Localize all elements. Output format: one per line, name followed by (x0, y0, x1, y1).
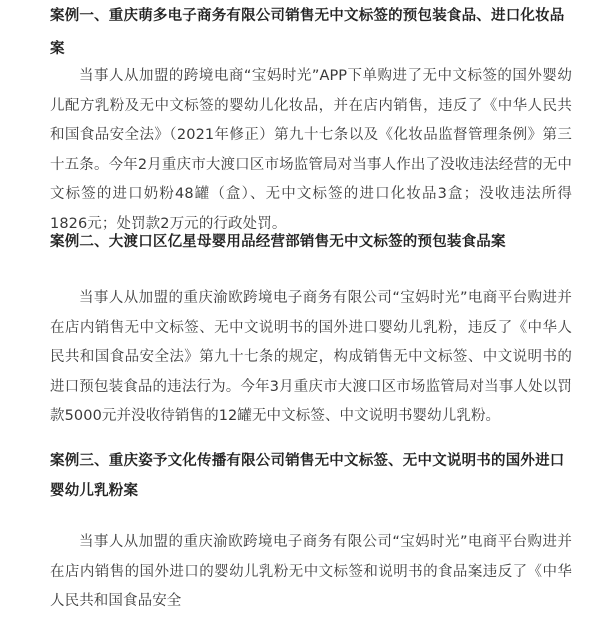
case2-body: 当事人从加盟的重庆渝欧跨境电子商务有限公司“宝妈时光”电商平台购进并在店内销售无中文标签、无中文说明书的国外进口婴幼儿乳粉，违反了《中华人民共和国食品安全法》第九十七条的规定，构成销售无中文标签、中文说明书的进口预包装食品的违法行为。今年3月重庆市大渡口区市场监管局对当事人处以罚款5000元并没收待销售的12罐无中文标签、中文说明书婴幼儿乳粉。 (50, 290, 572, 425)
case1-title: 案例一、重庆萌多电子商务有限公司销售无中文标签的预包装食品、进口化妆品案 (50, 8, 565, 57)
case3-body: 当事人从加盟的重庆渝欧跨境电子商务有限公司“宝妈时光”电商平台购进并在店内销售的国外进口的婴幼儿乳粉无中文标签和说明书的食品案违反了《中华人民共和国食品安全 (50, 534, 572, 610)
case1-body: 当事人从加盟的跨境电商“宝妈时光”APP下单购进了无中文标签的国外婴幼儿配方乳粉及无中文标签的婴幼儿化妆品，并在店内销售，违反了《中华人民共和国食品安全法》（2021年修正）第九十七条以及《化妆品监督管理条例》第三十五条。今年2月重庆市大渡口区市场监管局对当事人作出了没收违法经营的无中文标签的进口奶粉48罐（盒）、无中文标签的进口化妆品3盒；没收违法所得1826元；处罚款2万元的行政处罚。 (50, 68, 572, 232)
case2-title: 案例二、大渡口区亿星母婴用品经营部销售无中文标签的预包装食品案 (50, 234, 506, 250)
case3-title: 案例三、重庆姿予文化传播有限公司销售无中文标签、无中文说明书的国外进口婴幼儿乳粉案 (50, 453, 565, 499)
